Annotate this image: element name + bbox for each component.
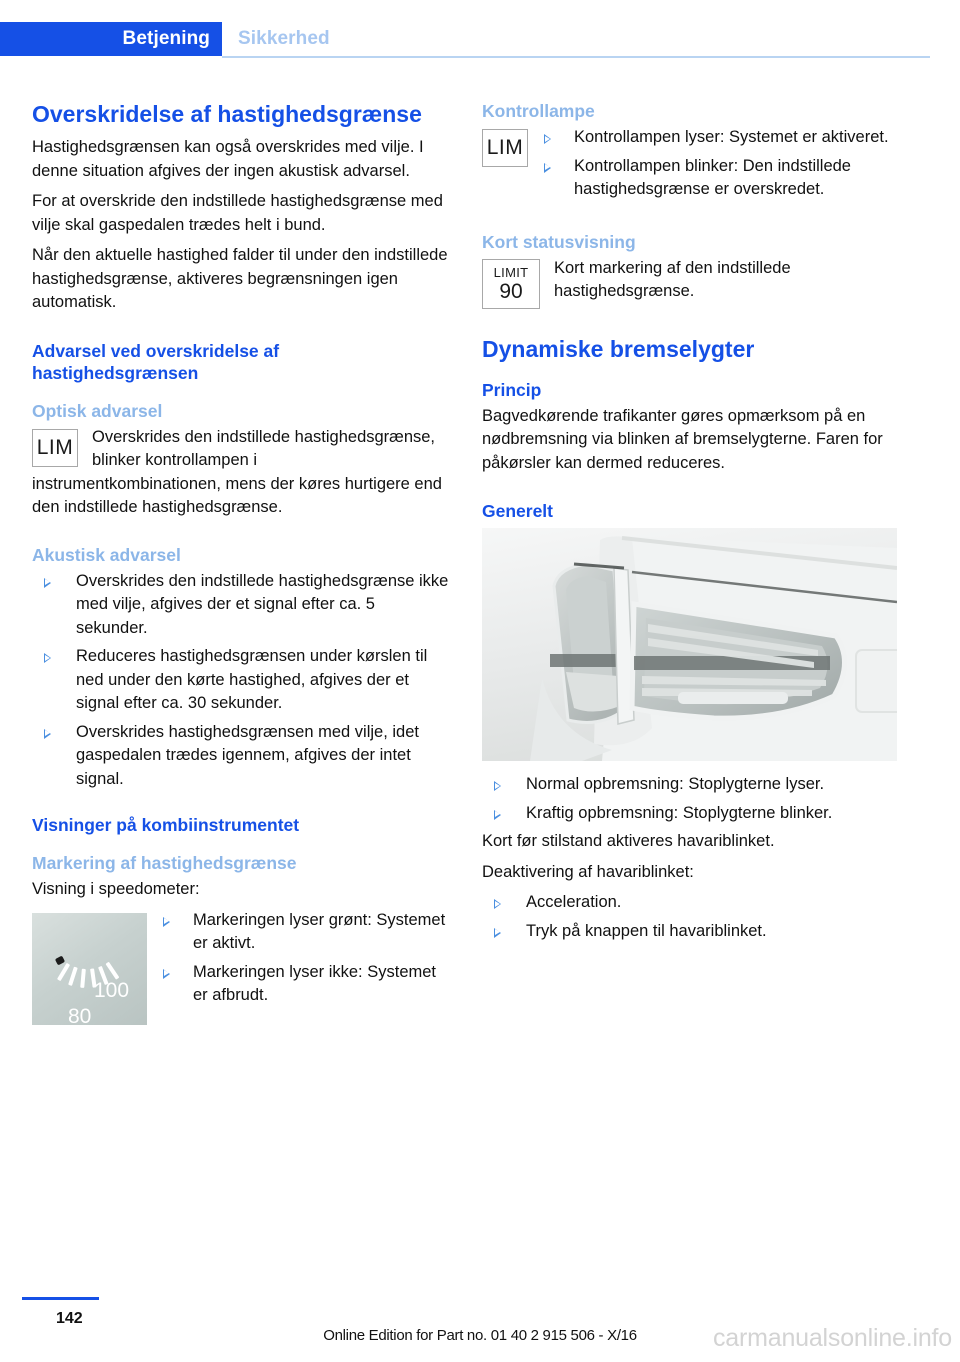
list-item xyxy=(32,721,450,792)
spacer xyxy=(482,761,900,773)
watermark-text: carmanualsonline.info xyxy=(712,1324,952,1352)
triangle-bullet-icon xyxy=(494,781,501,791)
markering-bullet-list xyxy=(161,909,450,1008)
heading-visninger: Visninger på kombiinstrumentet xyxy=(32,815,300,835)
spacer xyxy=(482,311,900,335)
list-item-label: Tryk på knappen til havariblinket. xyxy=(526,921,767,940)
limit-icon-label: LIMIT xyxy=(493,264,529,280)
list-item xyxy=(32,645,450,716)
list-item-label: Reduceres hastighedsgrænsen under kørslen til ned under den kørte hastighed, afgives der et signal efter ca. 30 sekunder. xyxy=(76,647,428,712)
triangle-bullet-icon xyxy=(44,729,51,739)
list-item-label: Normal opbremsning: Stoplygterne lyser. xyxy=(526,775,825,793)
kort-status-text: Kort markering af den indstillede hastighedsgrænse. xyxy=(554,258,791,300)
spacer xyxy=(32,322,450,340)
list-item-label: Markeringen lyser grønt: Systemet er aktivt. xyxy=(193,910,446,952)
right-column xyxy=(482,100,900,948)
triangle-bullet-icon xyxy=(544,163,551,173)
spacer xyxy=(482,371,900,379)
list-item-label: Acceleration. xyxy=(526,893,622,911)
page-number: 142 xyxy=(56,1310,83,1327)
lim-icon-label: LIM xyxy=(486,136,524,159)
spacer xyxy=(482,207,900,231)
heading-dynamiske-bremselygter: Dynamiske bremselygter xyxy=(482,335,755,362)
paragraph-overskridelse-3: Når den aktuelle hastighed falder til under den indstillede hastighedsgrænse, aktiveres begrænsningen igen automatisk. xyxy=(32,246,448,311)
heading-princip: Princip xyxy=(482,379,542,400)
lim-icon xyxy=(482,129,528,167)
list-item xyxy=(482,802,900,826)
paragraph-princip: Bagvedkørende trafikanter gøres opmærksom på en nødbremsning via blinken af bremselygterne. Faren for påkørsler kan dermed reduceres. xyxy=(482,406,883,472)
triangle-bullet-icon xyxy=(494,899,501,909)
triangle-bullet-icon xyxy=(494,928,501,938)
kontrollampe-bullets-wrap xyxy=(542,126,900,207)
heading-advarsel: Advarsel ved overskridelse af hastighedsgrænsen xyxy=(32,340,280,383)
spacer xyxy=(32,840,450,852)
taillight-illustration xyxy=(482,528,897,761)
heading-kort-statusvisning: Kort statusvisning xyxy=(482,231,636,252)
page-header xyxy=(0,0,960,60)
rear-taillight-image xyxy=(482,528,897,761)
paragraph-overskridelse-2: For at overskride den indstillede hastighedsgrænse med vilje skal gaspedalen trædes helt i bund. xyxy=(32,192,443,234)
spacer xyxy=(32,796,450,814)
kort-status-row xyxy=(482,257,900,311)
list-item-label: Kontrollampen lyser: Systemet er aktiveret. xyxy=(574,128,889,146)
limit-90-icon xyxy=(482,259,540,309)
list-item-label: Overskrides hastighedsgrænsen med vilje, idet gaspedalen trædes igennem, afgives der intet signal. xyxy=(76,722,419,788)
deaktivering-bullet-list xyxy=(482,891,900,943)
list-item-label: Kraftig opbremsning: Stoplygterne blinker. xyxy=(526,803,833,822)
list-item xyxy=(482,891,900,915)
list-item xyxy=(542,126,900,150)
triangle-bullet-icon xyxy=(494,810,501,820)
spacer xyxy=(482,482,900,500)
tab-sikkerhed[interactable] xyxy=(238,22,330,56)
markering-bullets-wrap xyxy=(161,909,450,1013)
tab-betjening[interactable] xyxy=(0,22,222,56)
generelt-bullet-list xyxy=(482,773,900,825)
optisk-advarsel-row xyxy=(32,426,450,520)
lim-icon-label: LIM xyxy=(36,435,74,459)
footer-accent-rule xyxy=(22,1297,99,1300)
speedometer-row xyxy=(32,909,450,1025)
speedometer-label-80: 80 xyxy=(68,1004,92,1025)
triangle-bullet-icon xyxy=(44,653,51,663)
list-item xyxy=(482,773,900,797)
lim-icon xyxy=(32,429,78,467)
optisk-advarsel-text: Overskrides den indstillede hastighedsgrænse, blinker kontrollampen i instrumentkombinationen, mens der køres hurtigere end den indstillede hastighedsgrænse. xyxy=(32,427,442,516)
footer-edition-text: Online Edition for Part no. 01 40 2 915 506 - X/16 xyxy=(323,1327,637,1344)
triangle-bullet-icon xyxy=(163,917,170,927)
heading-kontrollampe: Kontrollampe xyxy=(482,101,595,121)
limit-icon-value: 90 xyxy=(499,279,523,303)
list-item xyxy=(482,920,900,944)
list-item-label: Overskrides den indstillede hastighedsgrænse ikke med vilje, afgives der et signal efter ca. 5 sekunder. xyxy=(76,571,449,637)
list-item xyxy=(542,155,900,202)
heading-optisk-advarsel: Optisk advarsel xyxy=(32,400,163,421)
triangle-bullet-icon xyxy=(163,969,170,979)
heading-markering: Markering af hastighedsgrænse xyxy=(32,853,297,873)
akustisk-bullet-list xyxy=(32,570,450,792)
speedometer-image xyxy=(32,913,147,1025)
list-item xyxy=(161,961,450,1008)
left-column xyxy=(32,100,450,1025)
list-item xyxy=(161,909,450,956)
list-item-label: Markeringen lyser ikke: Systemet er afbrudt. xyxy=(193,962,436,1004)
header-divider xyxy=(222,56,930,58)
paragraph-overskridelse-1: Hastighedsgrænsen kan også overskrides med vilje. I denne situation afgives der ingen akustisk advarsel. xyxy=(32,138,424,180)
heading-akustisk-advarsel: Akustisk advarsel xyxy=(32,544,181,565)
paragraph-visning-speedometer: Visning i speedometer: xyxy=(32,880,200,898)
triangle-bullet-icon xyxy=(544,134,551,144)
speedometer-label-100: 100 xyxy=(94,978,130,1002)
triangle-bullet-icon xyxy=(44,578,51,588)
tab-betjening-label: Betjening xyxy=(122,28,210,49)
spacer xyxy=(32,388,450,400)
list-item xyxy=(32,570,450,641)
kontrollampe-bullet-list xyxy=(542,126,900,202)
spacer xyxy=(32,520,450,544)
tab-sikkerhed-label: Sikkerhed xyxy=(238,28,330,49)
list-item-label: Kontrollampen blinker: Den indstillede hastighedsgrænse er overskredet. xyxy=(574,156,851,198)
paragraph-deaktivering: Deaktivering af havariblinket: xyxy=(482,862,694,881)
kontrollampe-row xyxy=(482,126,900,207)
heading-overskridelse: Overskridelse af hastighedsgrænse xyxy=(32,101,422,127)
paragraph-kort-foer-stilstand: Kort før stilstand aktiveres havariblinket. xyxy=(482,832,775,850)
heading-generelt: Generelt xyxy=(482,501,553,521)
